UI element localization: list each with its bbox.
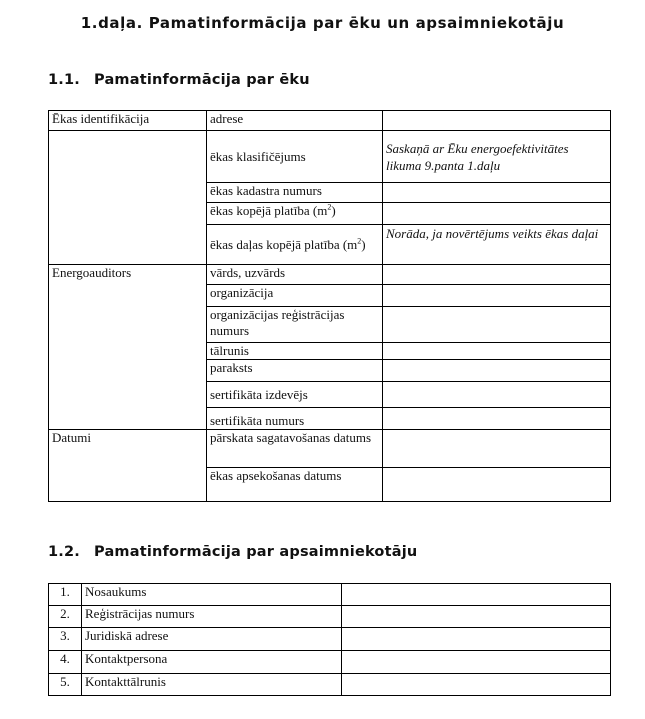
row-number: 1.	[49, 584, 82, 606]
table-row	[49, 131, 611, 183]
row-label-cadastre: ēkas kadastra numurs	[207, 183, 383, 203]
section-title: Pamatinformācija par ēku	[94, 72, 310, 88]
row-label: Reģistrācijas numurs	[82, 606, 342, 628]
row-label-cert-number: sertifikāta numurs	[207, 408, 383, 430]
building-info-table	[48, 110, 611, 502]
row-label-cert-issuer: sertifikāta izdevējs	[207, 382, 383, 408]
value-cell-org-reg-number[interactable]	[383, 307, 611, 343]
row-label-signature: paraksts	[207, 360, 383, 382]
table-row	[49, 606, 611, 628]
group-auditor: Energoauditors	[49, 265, 207, 430]
group-identification-span	[49, 131, 207, 265]
row-label-report-date: pārskata sagatavošanas datums	[207, 430, 383, 468]
value-cell-name[interactable]	[383, 265, 611, 285]
row-label: Nosaukums	[82, 584, 342, 606]
row-number: 4.	[49, 651, 82, 674]
value-cell[interactable]	[342, 628, 611, 651]
note-classification: Saskaņā ar Ēku energoefektivitātes likuma 9.panta 1.daļu	[383, 131, 611, 183]
page-title: 1.daļa. Pamatinformācija par ēku un apsaimniekotāju	[80, 14, 565, 32]
row-label-org-reg-number: organizācijas reģistrācijas numurs	[207, 307, 383, 343]
value-cell-cadastre[interactable]	[383, 183, 611, 203]
row-label: Juridiskā adrese	[82, 628, 342, 651]
value-cell-report-date[interactable]	[383, 430, 611, 468]
value-cell-survey-date[interactable]	[383, 468, 611, 502]
row-number: 2.	[49, 606, 82, 628]
row-label-address: adrese	[207, 111, 383, 131]
note-part-area: Norāda, ja novērtējums veikts ēkas daļai	[383, 225, 611, 265]
section-title: Pamatinformācija par apsaimniekotāju	[94, 544, 418, 560]
value-cell-cert-issuer[interactable]	[383, 382, 611, 408]
value-cell-organization[interactable]	[383, 285, 611, 307]
row-label-part-area: ēkas daļas kopējā platība $(m^2)$	[207, 225, 383, 265]
value-cell[interactable]	[342, 674, 611, 696]
group-dates: Datumi	[49, 430, 207, 502]
value-cell[interactable]	[342, 651, 611, 674]
section-heading-building	[48, 72, 310, 88]
table-row	[49, 111, 611, 131]
value-cell[interactable]	[342, 606, 611, 628]
table-row	[49, 651, 611, 674]
section-number: 1.2.	[48, 544, 80, 560]
value-cell-phone[interactable]	[383, 343, 611, 360]
row-label-organization: organizācija	[207, 285, 383, 307]
value-cell[interactable]	[342, 584, 611, 606]
row-label-phone: tālrunis	[207, 343, 383, 360]
row-label-total-area: ēkas kopējā platība $(m^2)$	[207, 203, 383, 225]
value-cell-cert-number[interactable]	[383, 408, 611, 430]
group-identification: Ēkas identifikācija	[49, 111, 207, 131]
row-label-classification: ēkas klasifičējums	[207, 131, 383, 183]
row-number: 3.	[49, 628, 82, 651]
row-label: Kontakttālrunis	[82, 674, 342, 696]
manager-info-table	[48, 583, 611, 696]
value-cell-address[interactable]	[383, 111, 611, 131]
row-label: Kontaktpersona	[82, 651, 342, 674]
section-heading-manager	[48, 544, 417, 560]
value-cell-signature[interactable]	[383, 360, 611, 382]
table-row	[49, 674, 611, 696]
row-label-name: vārds, uzvārds	[207, 265, 383, 285]
table-row	[49, 265, 611, 285]
table-row	[49, 584, 611, 606]
table-row	[49, 628, 611, 651]
row-number: 5.	[49, 674, 82, 696]
section-number: 1.1.	[48, 72, 80, 88]
table-row	[49, 430, 611, 468]
value-cell-total-area[interactable]	[383, 203, 611, 225]
row-label-survey-date: ēkas apsekošanas datums	[207, 468, 383, 502]
